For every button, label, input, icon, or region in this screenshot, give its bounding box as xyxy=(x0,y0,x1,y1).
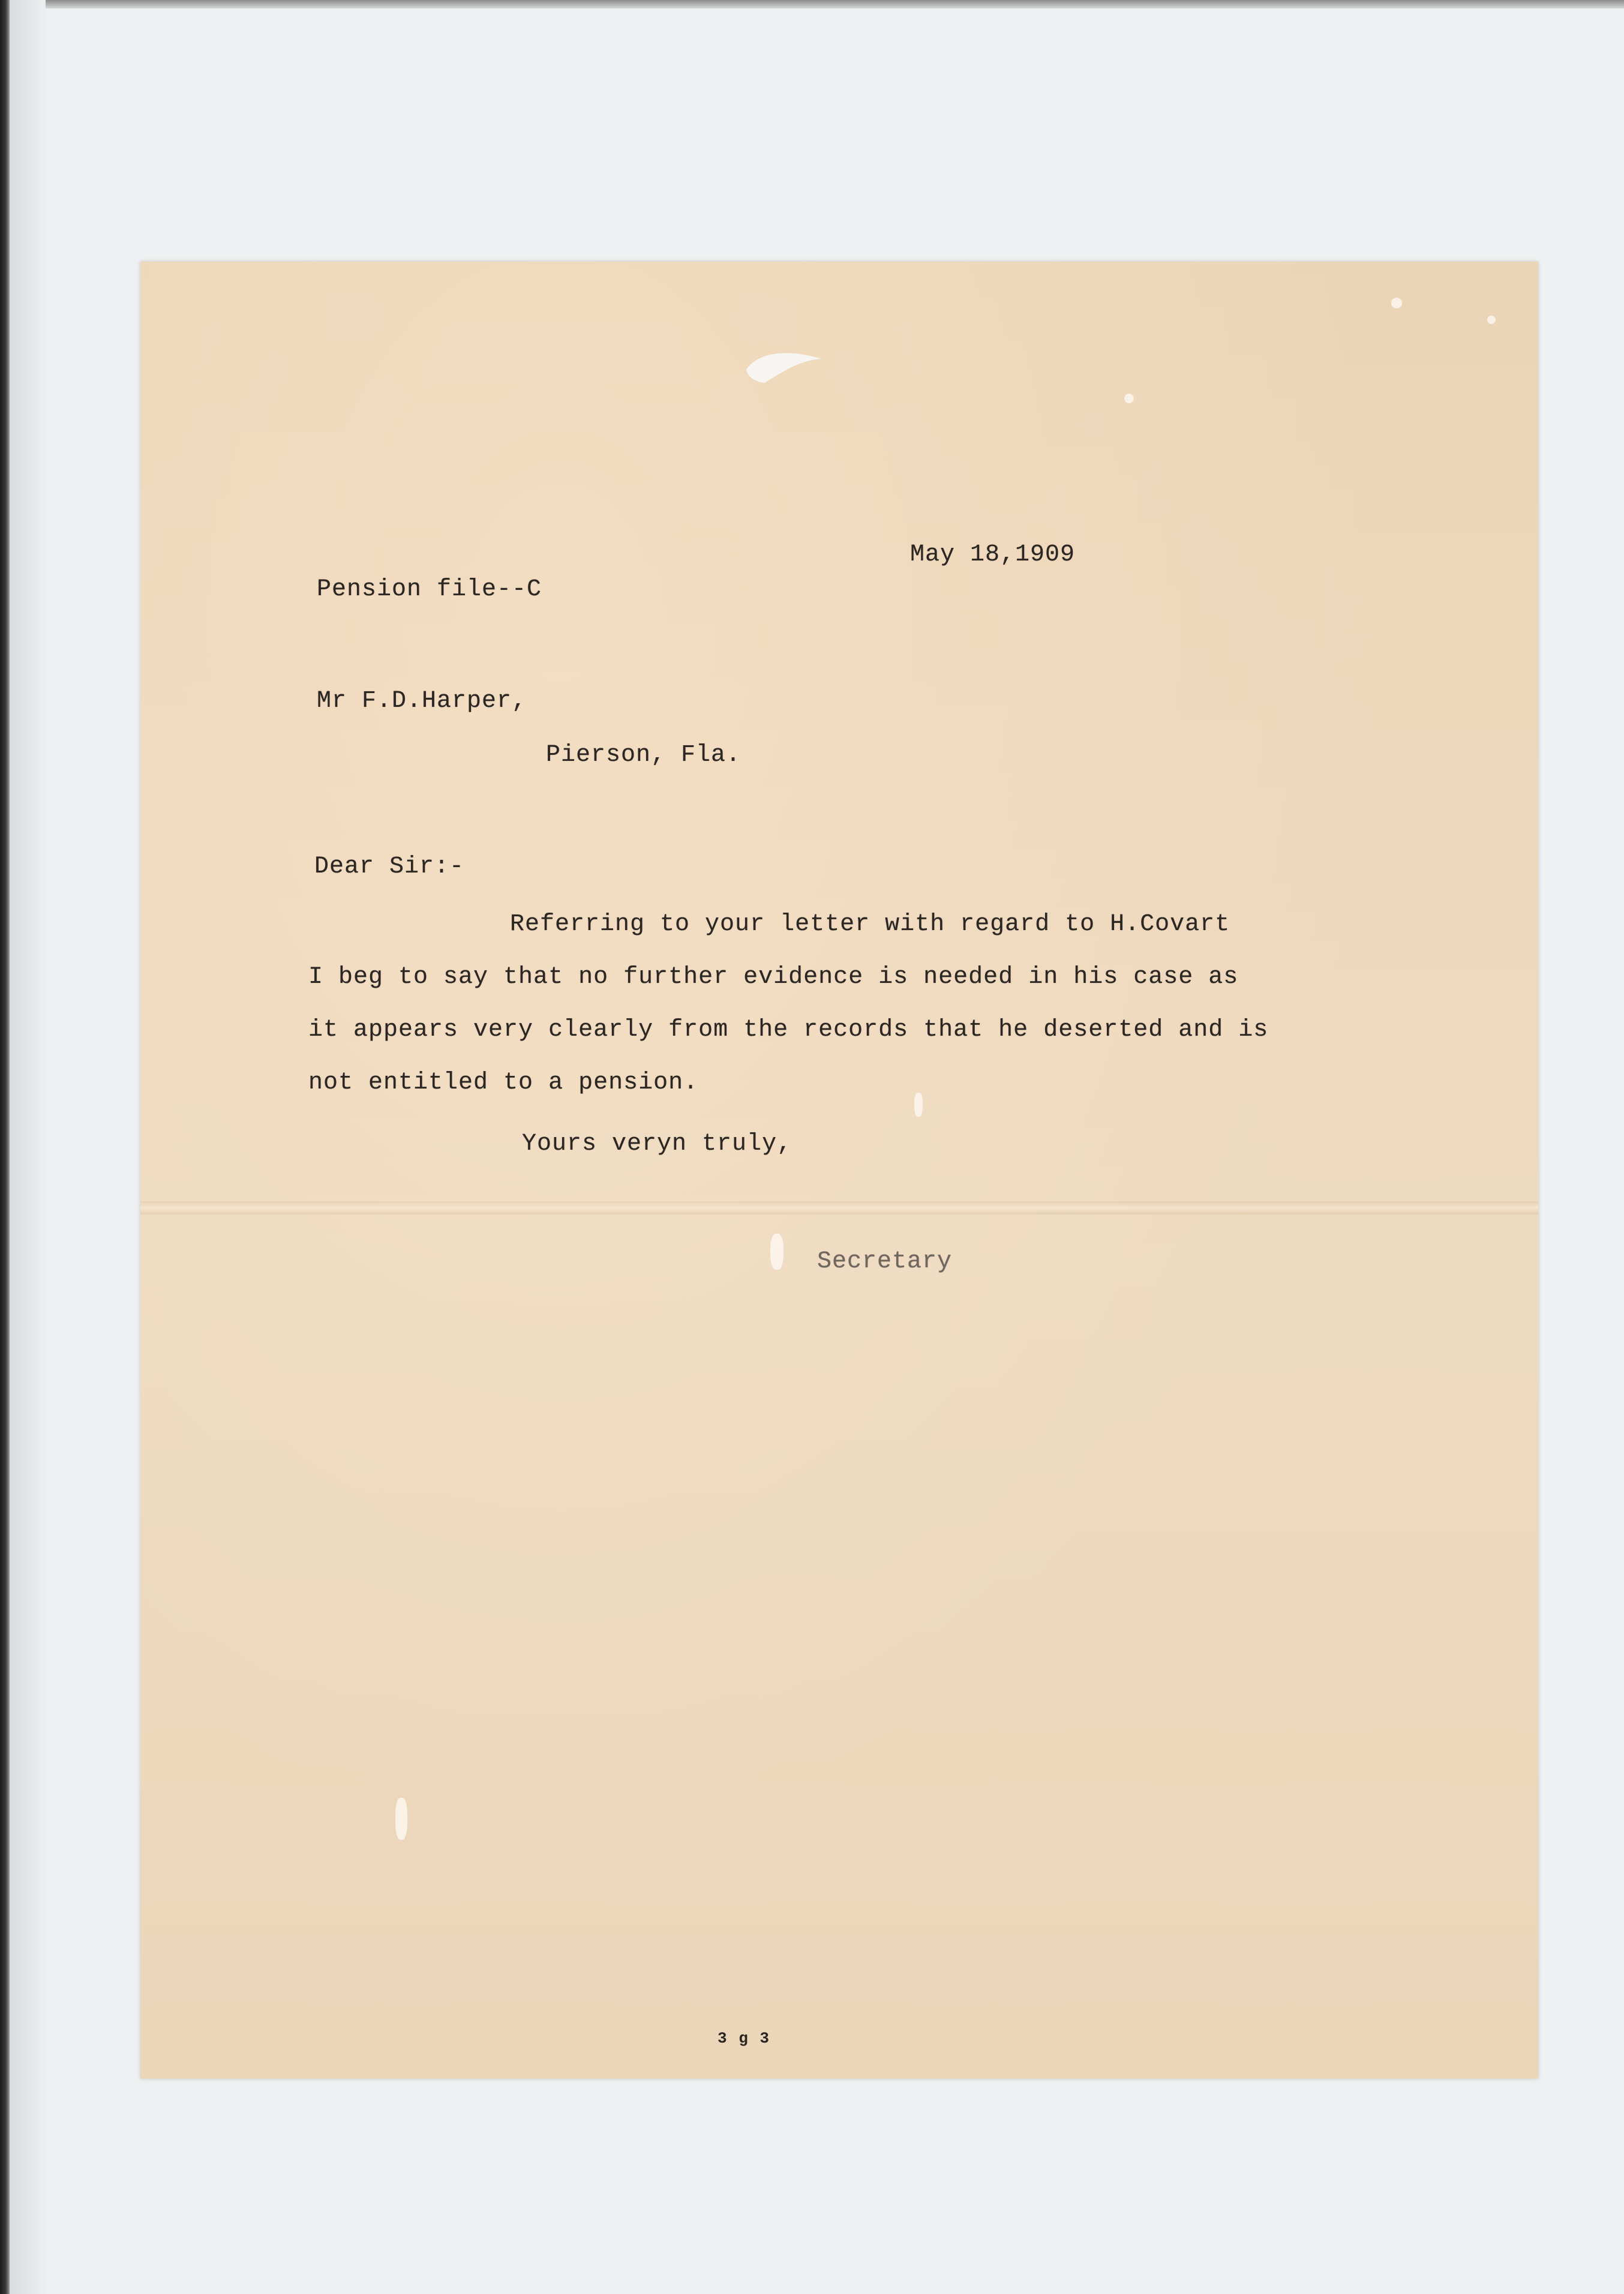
letter-page xyxy=(140,262,1538,2079)
recipient-name: Mr F.D.Harper, xyxy=(317,688,527,715)
signature-title: Secretary xyxy=(817,1248,953,1275)
body-line-4: not entitled to a pension. xyxy=(308,1069,699,1096)
recipient-address: Pierson, Fla. xyxy=(546,742,742,769)
paper-spot xyxy=(770,1234,784,1270)
body-line-3: it appears very clearly from the records that he deserted and is xyxy=(308,1016,1269,1043)
paper-fold-line xyxy=(140,1201,1538,1215)
scanner-top-edge xyxy=(0,0,1624,8)
paper-spot xyxy=(914,1093,923,1117)
page-mark: 3 g 3 xyxy=(718,2029,771,2047)
salutation: Dear Sir:- xyxy=(314,853,465,880)
paper-spot xyxy=(1487,316,1496,324)
body-line-2: I beg to say that no further evidence is needed in his case as xyxy=(308,964,1239,991)
file-reference: Pension file--C xyxy=(317,576,542,603)
body-line-1: Referring to your letter with regard to H.Covart xyxy=(510,911,1230,938)
scanner-left-margin xyxy=(10,0,46,2294)
paper-spot xyxy=(1124,394,1134,403)
punch-hole-mark xyxy=(740,346,824,388)
letter-date: May 18,1909 xyxy=(910,541,1076,568)
paper-spot xyxy=(395,1798,407,1840)
paper-spot xyxy=(1391,298,1402,308)
closing: Yours veryn truly, xyxy=(522,1130,793,1158)
scanner-left-edge xyxy=(0,0,10,2294)
